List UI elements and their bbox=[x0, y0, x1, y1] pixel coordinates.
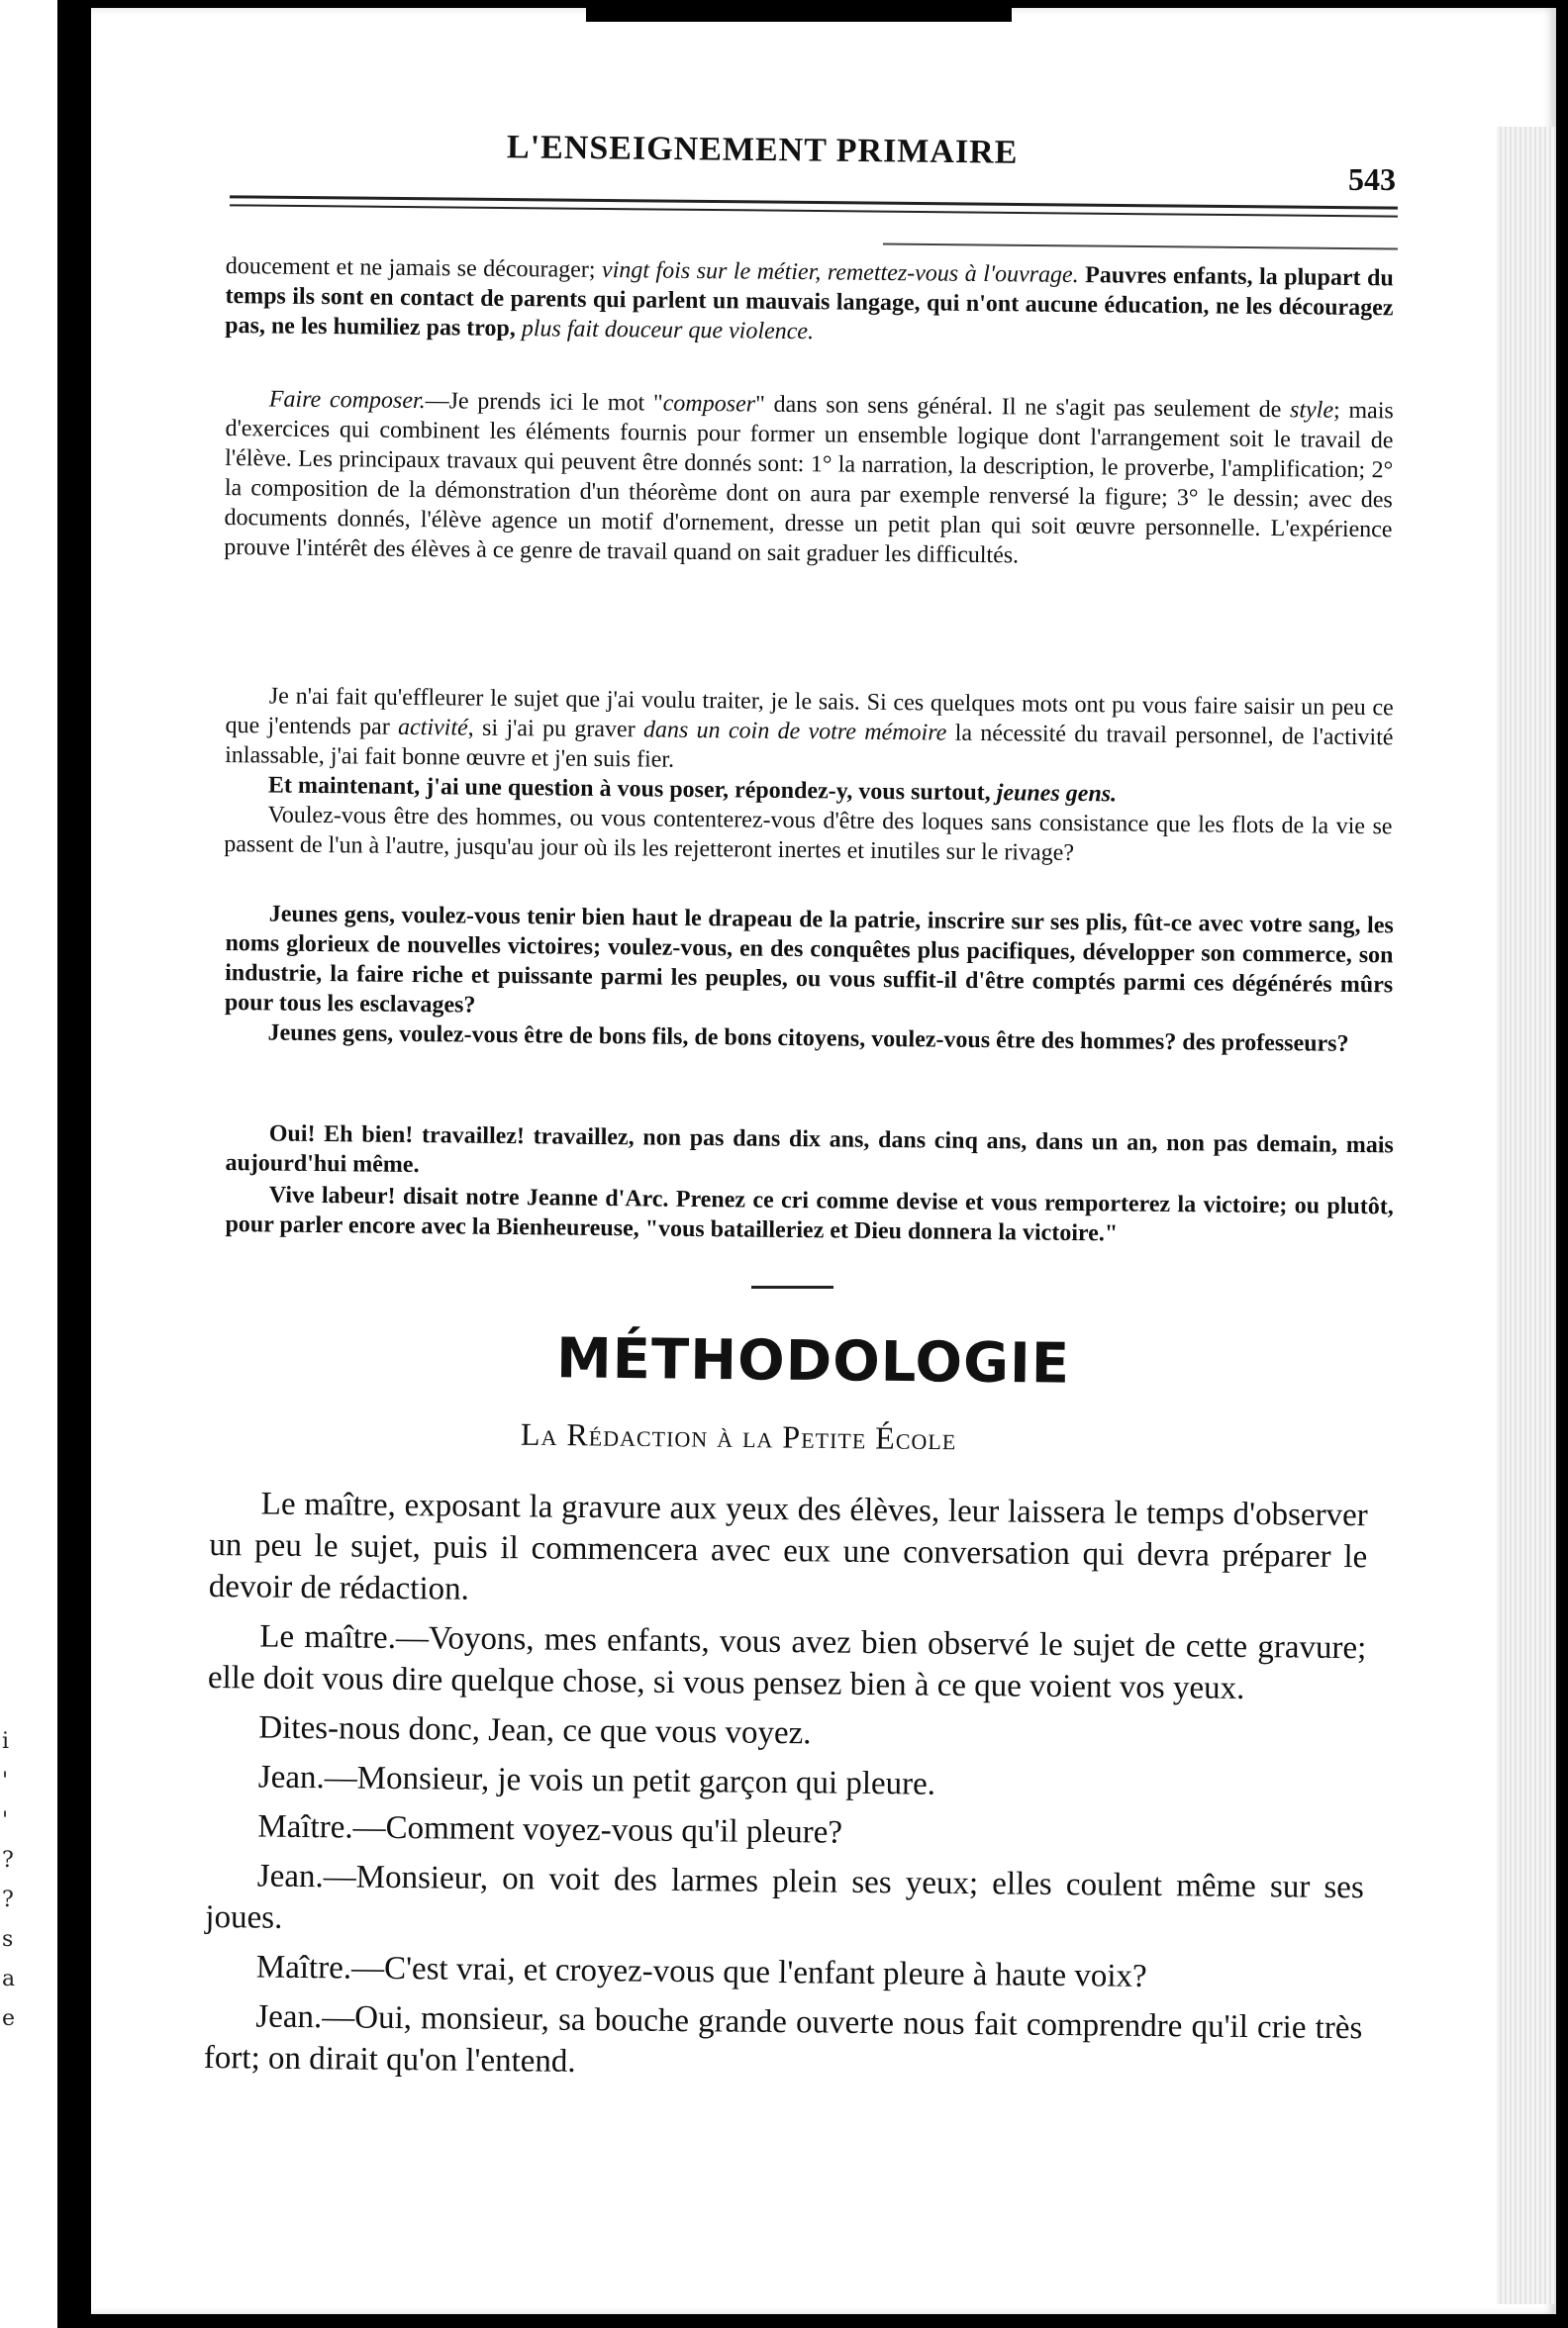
text-run: Pauvres enfants, la plupart du temps ils sont en contact de parents qui parlent un mauvais langage, qui n'ont aucune éducation, ne les découragez pas, ne les humiliez pas trop, bbox=[225, 262, 1394, 342]
paragraph: Oui! Eh bien! travaillez! travaillez, non pas dans dix ans, dans cinq ans, dans un an, non pas demain, mais aujourd'hui même. bbox=[225, 1120, 1394, 1179]
text-run: ; mais d'exercices qui combinent les éléments fournis pour former un ensemble logique dont l'arrangement soit le travail de l'élève. Les principaux travaux qui peuvent être donnés sont: 1° la narration, la description, le proverbe, l'amplification; 2° la composition de la démonstration d'un théorème dont on aura par exemple renversé la figure; 3° le dessin; avec des documents donnés, l'élève agence un motif d'ornement, dresse un petit plan qui soit œuvre personnelle. L'expérience prouve l'intérêt des élèves à ce genre de travail quand on sait graduer les difficultés. bbox=[224, 397, 1394, 569]
text-run-italic: plus fait douceur que violence. bbox=[521, 316, 815, 345]
text-run: Je n'ai fait qu'effleurer le sujet que j'ai voulu traiter, je le sais. Si ces quelques mots ont pu vous faire saisir un peu ce que j'entends par bbox=[225, 683, 1394, 740]
facing-char: ? bbox=[2, 1888, 14, 1912]
paragraph: Jean.—Monsieur, je vois un petit garçon qui pleure. bbox=[257, 1759, 936, 1802]
text-run-italic: jeunes gens. bbox=[996, 780, 1118, 808]
page-number: 543 bbox=[1348, 161, 1396, 197]
paragraph: Dites-nous donc, Jean, ce que vous voyez. bbox=[258, 1709, 812, 1752]
section-title: MÉTHODOLOGIE bbox=[555, 1326, 1071, 1397]
paragraph-conclusion bbox=[224, 681, 1394, 879]
facing-char: ' bbox=[2, 1769, 9, 1794]
text-run-italic: composer bbox=[662, 390, 756, 418]
text-run: —Je prends ici le mot " bbox=[425, 388, 663, 417]
text-run-italic: dans un coin de votre mémoire bbox=[642, 717, 947, 746]
text-run: Et maintenant, j'ai une question à vous poser, répondez-y, vous surtout, bbox=[267, 772, 997, 807]
text-run-italic: Faire composer. bbox=[268, 386, 426, 415]
facing-char: s bbox=[2, 1927, 14, 1952]
header-rule-short bbox=[883, 243, 1398, 250]
redaction-dialogue bbox=[204, 1483, 1368, 2098]
facing-char: a bbox=[2, 1967, 16, 1991]
paragraph: Le maître.—Voyons, mes enfants, vous avez bien observé le sujet de cette gravure; elle doit vous dire quelque chose, si vous pensez bien à ce que voient vos yeux. bbox=[207, 1618, 1367, 1706]
running-title: L'ENSEIGNEMENT PRIMAIRE bbox=[506, 129, 1019, 171]
facing-char: e bbox=[2, 2006, 16, 2031]
paragraph-vive-labeur bbox=[225, 1180, 1394, 1259]
text-run: la nécessité du travail personnel, de l'activité inlassable, j'ai fait bonne œuvre et j'en suis fier. bbox=[225, 720, 1394, 773]
paragraph-continued bbox=[225, 251, 1394, 352]
paragraph: Maître.—C'est vrai, et croyez-vous que l'enfant pleure à haute voix? bbox=[255, 1949, 1147, 1994]
paragraph: Jeunes gens, voulez-vous tenir bien haut le drapeau de la patrie, inscrire sur ses plis, fût-ce avec votre sang, les noms glorieux de nouvelles victoires; voulez-vous, en des conquêtes plus pacifiques, développer son commerce, son industrie, la faire riche et puissante parmi les peuples, ou vous suffit-il d'être comptés parmi ces dégénérés mûrs pour tous les esclavages? bbox=[224, 901, 1394, 1018]
paragraph: Voulez-vous être des hommes, ou vous contenterez-vous d'être des loques sans consistance que les flots de la vie se passent de l'un à l'autre, jusqu'au jour où ils les rejetteront inertes et inutiles sur le rivage? bbox=[224, 802, 1393, 866]
facing-char: ? bbox=[2, 1848, 14, 1873]
text-run-italic: activité bbox=[397, 714, 468, 741]
paragraph: Jeunes gens, voulez-vous être de bons fils, de bons citoyens, voulez-vous être des hommes? des professeurs? bbox=[267, 1019, 1349, 1057]
paragraph: Maître.—Comment voyez-vous qu'il pleure? bbox=[257, 1808, 843, 1851]
book-page bbox=[91, 8, 1556, 2314]
page-edges bbox=[1497, 127, 1556, 2304]
paragraph: Le maître, exposant la gravure aux yeux des élèves, leur laissera le temps d'observer un peu le sujet, puis il commencera avec eux une conversation qui devra préparer le devoir de rédaction. bbox=[208, 1486, 1368, 1607]
paragraph-jeunes-gens bbox=[224, 899, 1394, 1067]
text-run: doucement et ne jamais se décourager; bbox=[225, 252, 603, 283]
text-run-italic: vingt fois sur le métier, remettez-vous à l'ouvrage. bbox=[601, 256, 1079, 289]
paragraph: Vive labeur! disait notre Jeanne d'Arc. Prenez ce cri comme devise et vous remporterez la victoire; ou plutôt, pour parler encore avec la Bienheureuse, "vous batailleriez et Dieu donnera la victoire." bbox=[225, 1182, 1394, 1247]
section-divider bbox=[751, 1286, 833, 1289]
paragraph: Jean.—Oui, monsieur, sa bouche grande ouverte nous fait comprendre qu'il crie très fort; on dirait qu'on l'entend. bbox=[203, 1998, 1363, 2080]
paragraph-faire-composer bbox=[224, 384, 1394, 582]
text-run-italic: style bbox=[1289, 397, 1334, 424]
paragraph: Jean.—Monsieur, on voit des larmes plein ses yeux; elles coulent même sur ses joues. bbox=[205, 1858, 1364, 1936]
facing-char: ' bbox=[2, 1808, 9, 1833]
section-subtitle: La Rédaction à la Petite École bbox=[520, 1415, 957, 1457]
facing-page-edge bbox=[0, 0, 57, 2328]
facing-page-characters bbox=[2, 1722, 22, 2039]
text-run: " dans son sens général. Il ne s'agit pas seulement de bbox=[754, 391, 1291, 424]
scan-top-bar bbox=[586, 8, 1012, 22]
facing-char: i bbox=[2, 1729, 10, 1754]
text-run: , si j'ai pu graver bbox=[467, 715, 644, 743]
